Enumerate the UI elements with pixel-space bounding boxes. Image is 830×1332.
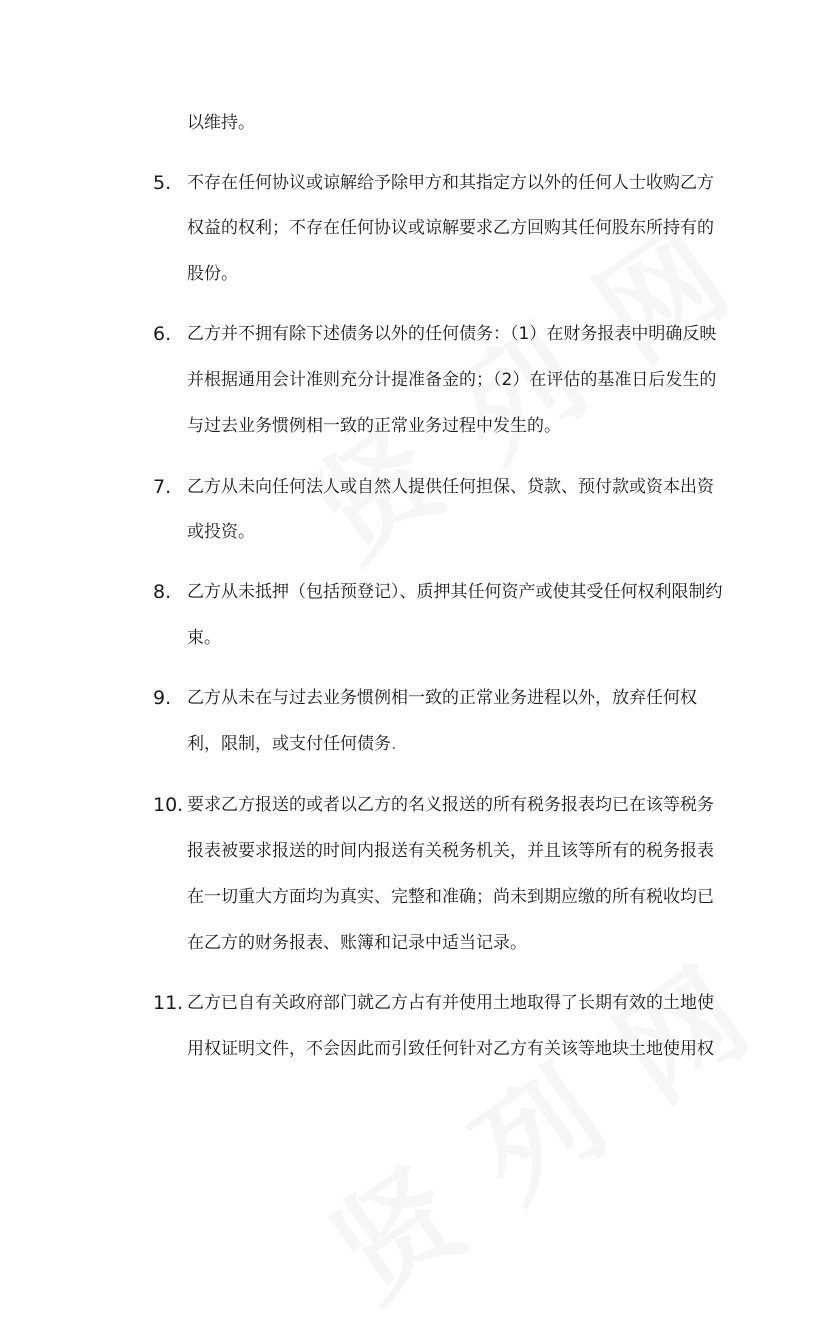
text-line [187,732,396,756]
text-line: 用权证明文件，不会因此而引致任何针对乙方有关该等地块土地使用权 [187,1039,714,1059]
text-line: 以维持。 [187,113,255,133]
text-line-content: 利，限制，或支付任何债务 [187,734,391,754]
text-line: 不存在任何协议或谅解给予除甲方和其指定方以外的任何人士收购乙方 [187,173,714,193]
text-line: 在乙方的财务报表、账簿和记录中适当记录。 [187,933,527,953]
item-number: 5. [153,172,172,194]
text-line: 并根据通用会计准则充分计提准备金的；（2）在评估的基准日后发生的 [187,370,717,390]
item-number: 9. [153,687,172,709]
text-line: 束。 [187,628,221,648]
item-number: 7. [153,476,172,498]
text-line: 与过去业务惯例相一致的正常业务过程中发生的。 [187,416,561,436]
text-line: 在一切重大方面均为真实、完整和准确；尚未到期应缴的所有税收均已 [187,887,714,907]
watermark [293,920,780,1332]
item-number: 11. [153,992,184,1014]
text-line: 股份。 [187,264,238,284]
text-line: 要求乙方报送的或者以乙方的名义报送的所有税务报表均已在该等税务 [187,795,714,815]
trailing-period: . [391,734,397,754]
text-line: 权益的权利；不存在任何协议或谅解要求乙方回购其任何股东所持有的 [187,218,714,238]
item-number: 10. [153,794,184,816]
item-number: 6. [153,323,172,345]
text-line: 乙方已自有关政府部门就乙方占有并使用土地取得了长期有效的土地使 [187,993,714,1013]
item-number: 8. [153,581,172,603]
text-line: 乙方从未抵押（包括预登记）、质押其任何资产或使其受任何权利限制约 [187,582,723,602]
text-line: 乙方从未向任何法人或自然人提供任何担保、贷款、预付款或资本出资 [187,477,714,497]
text-line: 乙方从未在与过去业务惯例相一致的正常业务进程以外，放弃任何权 [187,688,697,708]
text-line: 报表被要求报送的时间内报送有关税务机关，并且该等所有的税务报表 [187,841,714,861]
text-line: 乙方并不拥有除下述债务以外的任何债务：（1）在财务报表中明确反映 [187,324,717,344]
text-line: 或投资。 [187,522,255,542]
